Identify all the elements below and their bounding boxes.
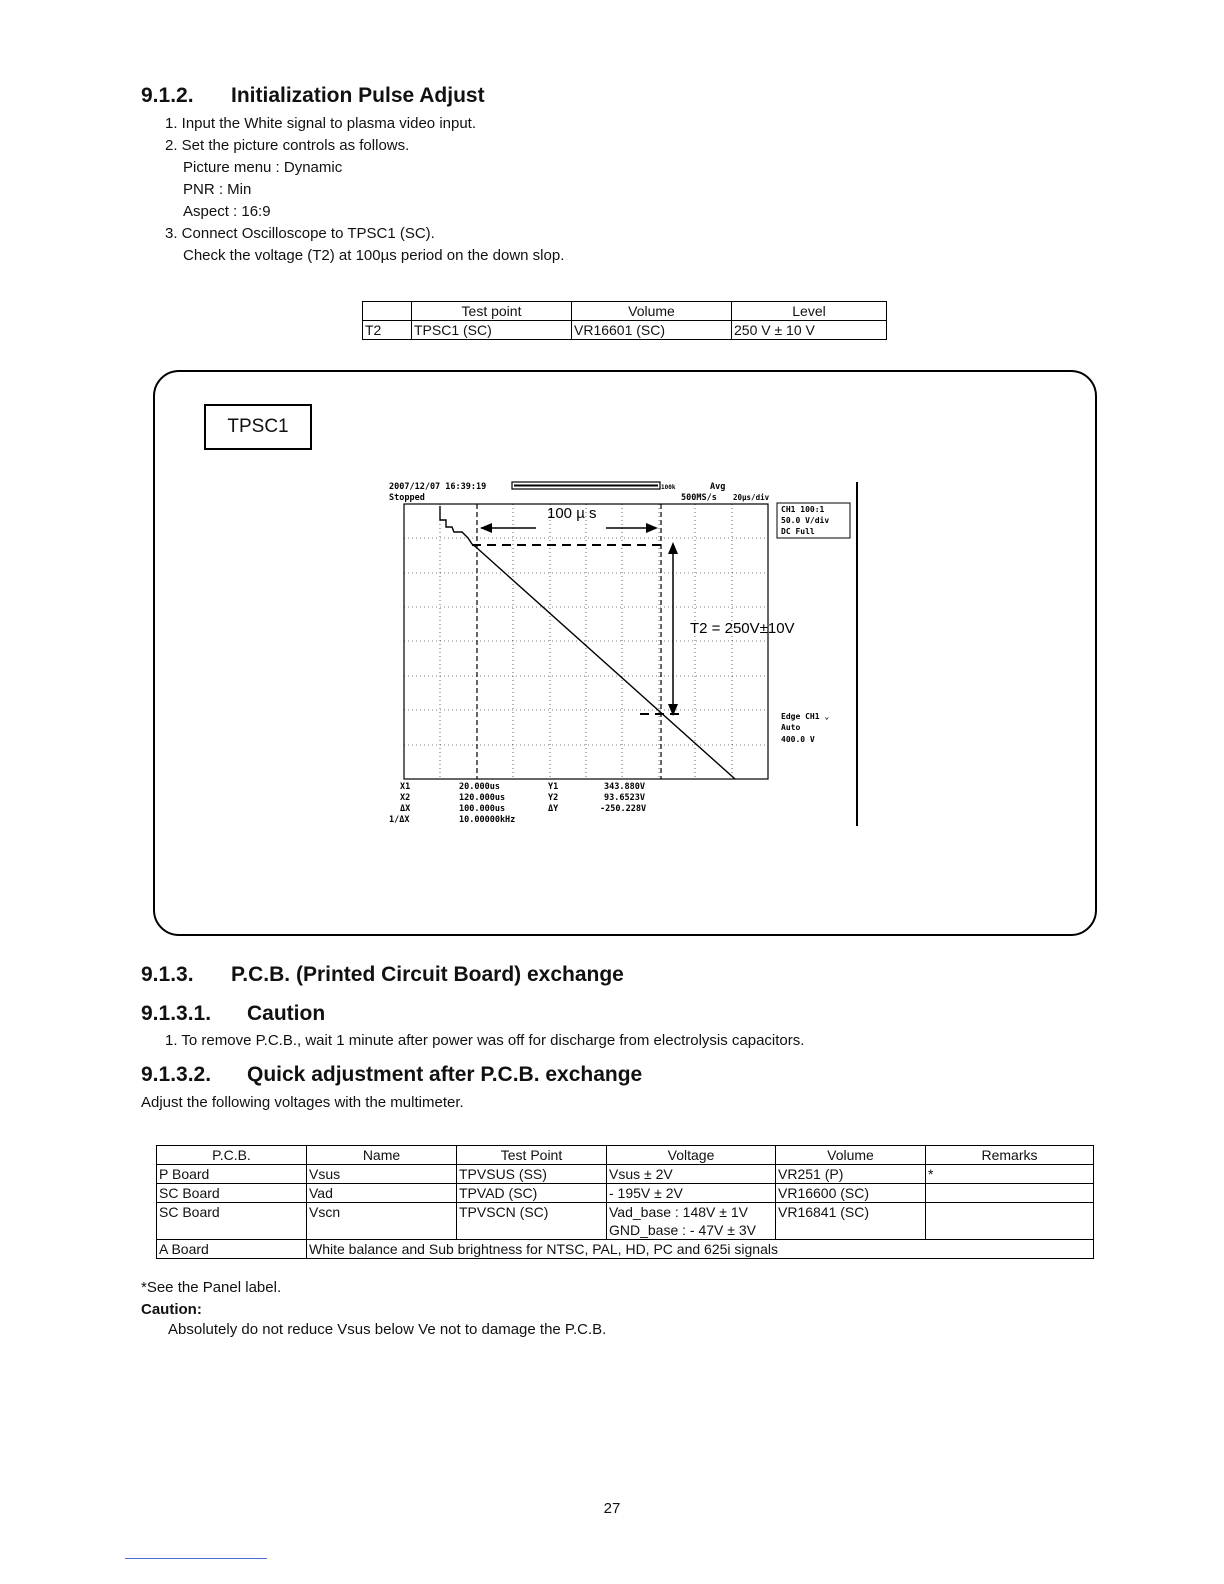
aspect-setting: Aspect : 16:9 [183,203,271,220]
section-heading-9-1-3-2: 9.1.3.2. Quick adjustment after P.C.B. exchange [141,1063,643,1086]
period-annotation: 100 µ s [547,505,597,522]
page-number: 27 [603,1500,621,1517]
svg-text:ΔY: ΔY [548,804,559,814]
svg-text:ΔX: ΔX [400,804,411,814]
section-heading-9-1-3: 9.1.3. P.C.B. (Printed Circuit Board) exchange [141,963,624,986]
svg-text:X1: X1 [400,782,411,792]
svg-text:343.880V: 343.880V [604,782,645,792]
step-1: 1. Input the White signal to plasma video input. [165,115,477,132]
trigger-type: Edge CH1 ⌄ [781,712,830,721]
t2-annotation: T2 = 250V±10V [690,620,795,637]
table-row: SC Board Vad TPVAD (SC) - 195V ± 2V VR16600 (SC) [157,1184,1094,1203]
avg-mode-label: Avg [710,482,726,492]
pnr-setting: PNR : Min [183,181,252,198]
step-3-detail: Check the voltage (T2) at 100µs period on the down slop. [183,247,565,264]
timebase-label: 20µs/div [733,493,770,502]
svg-text:120.000us: 120.000us [459,793,506,803]
svg-text:DC Full: DC Full [781,527,815,536]
table-header-row: Test point Volume Level [363,302,887,321]
table-row: P Board Vsus TPVSUS (SS) Vsus ± 2V VR251 (P) * [157,1165,1094,1184]
svg-text:1/ΔX: 1/ΔX [389,815,410,825]
table-row: A Board White balance and Sub brightness for NTSC, PAL, HD, PC and 625i signals [157,1240,1094,1259]
quick-adjust-table [156,1145,1094,1259]
table-header-row: P.C.B. Name Test Point Voltage Volume Remarks [157,1146,1094,1165]
arrow-right-icon [646,523,658,533]
svg-text:Y2: Y2 [548,793,559,803]
svg-text:20.000us: 20.000us [459,782,500,792]
svg-text:X2: X2 [400,793,411,803]
rate-label: 500MS/s [681,493,717,503]
step-3: 3. Connect Oscilloscope to TPSC1 (SC). [165,225,435,242]
scope-timestamp: 2007/12/07 16:39:19 [389,482,487,492]
arrow-up-icon [668,542,678,554]
stopped-status: Stopped [389,493,425,503]
trigger-level: 400.0 V [781,735,815,744]
svg-text:100.000us: 100.000us [459,804,506,814]
svg-text:93.6523V: 93.6523V [604,793,645,803]
caution-text: Absolutely do not reduce Vsus below Ve not to damage the P.C.B. [168,1321,607,1338]
table-row: T2 TPSC1 (SC) VR16601 (SC) 250 V ± 10 V [363,321,887,340]
cursor-readouts [389,782,646,825]
table-row: SC Board Vscn TPVSCN (SC) Vad_base : 148V ± 1V GND_base : - 47V ± 3V VR16841 (SC) [157,1203,1094,1240]
caution-step: 1. To remove P.C.B., wait 1 minute after power was off for discharge from electrolysis capacitors. [165,1032,805,1049]
svg-text:-250.228V: -250.228V [600,804,647,814]
trigger-mode: Auto [781,723,801,732]
caution-label: Caution: [141,1301,202,1318]
step-2: 2. Set the picture controls as follows. [165,137,410,154]
step-list [165,113,564,267]
arrow-left-icon [480,523,492,533]
sample-rate-label: 100k [661,484,676,491]
svg-text:50.0 V/div: 50.0 V/div [781,516,830,525]
tpsc1-label-box: TPSC1 [204,404,312,450]
svg-text:CH1 100:1: CH1 100:1 [781,505,825,514]
svg-text:10.00000kHz: 10.00000kHz [459,815,516,825]
oscilloscope-screen [380,474,870,834]
picture-menu-setting: Picture menu : Dynamic [183,159,343,176]
footer-rule [125,1558,267,1559]
section-heading-9-1-2: 9.1.2. Initialization Pulse Adjust [141,84,485,107]
waveform-trace [440,506,735,779]
test-point-table [362,301,887,340]
footnote: *See the Panel label. [141,1279,282,1296]
quick-adjust-intro: Adjust the following voltages with the multimeter. [141,1094,464,1111]
section-heading-9-1-3-1: 9.1.3.1. Caution [141,1002,326,1025]
svg-text:Y1: Y1 [548,782,559,792]
